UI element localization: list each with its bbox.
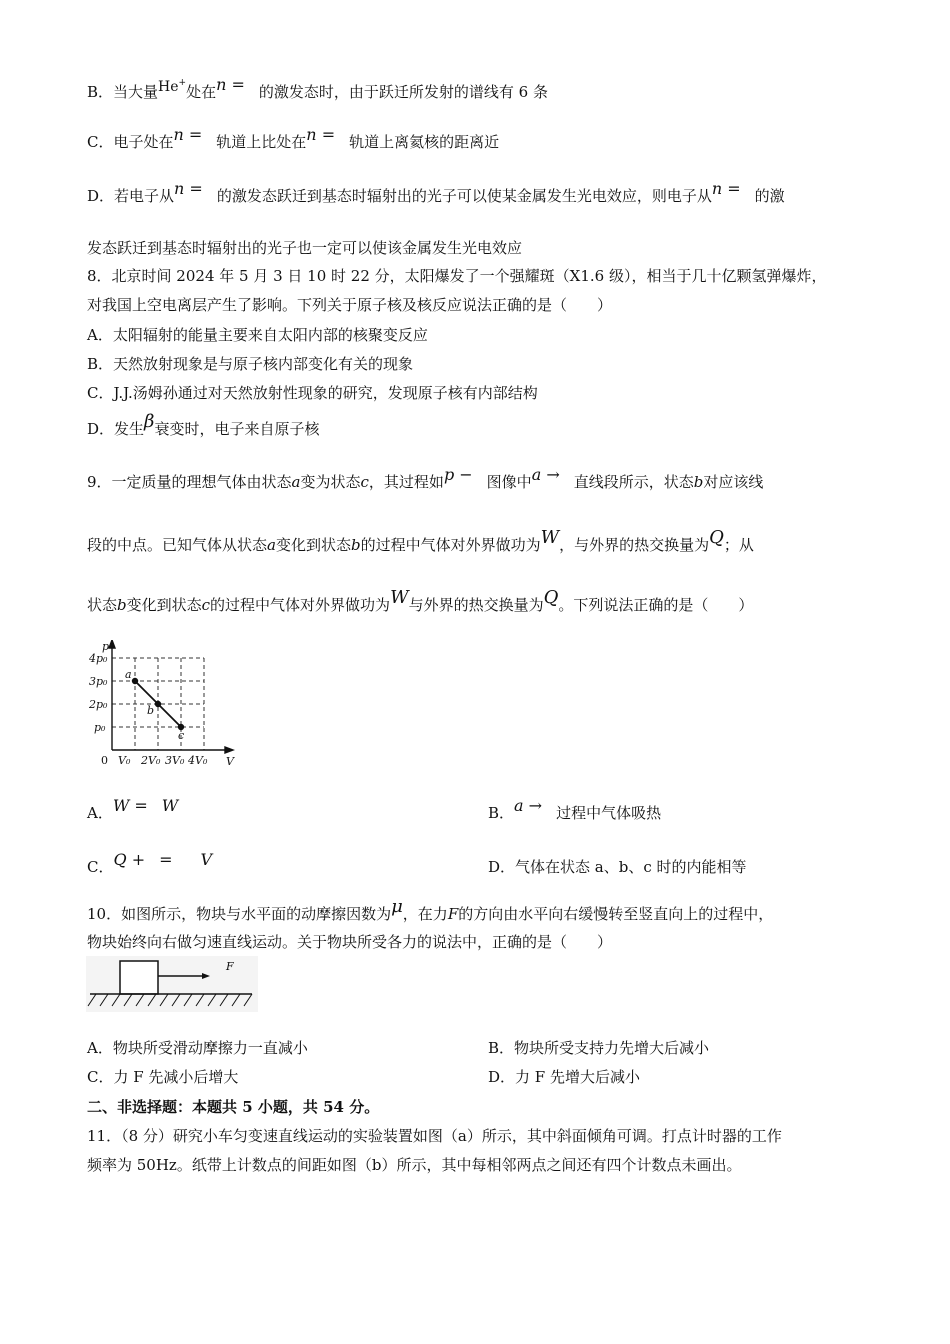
q10-option-d: D．力 F 先增大后减小 (488, 1068, 640, 1086)
he-charge: + (178, 78, 187, 88)
var-c: c (360, 473, 369, 491)
q8-stem-line1: 8．北京时间 2024 年 5 月 3 日 10 时 22 分，太阳爆发了一个强耀斑（X1.6 级），相当于几十亿颗氢弹爆炸， (87, 267, 827, 285)
math: W (161, 796, 179, 815)
q8-stem-line2: 对我国上空电离层产生了影响。下列关于原子核及核反应说法正确的是（ ） (87, 296, 613, 314)
text: 对应该线 (703, 473, 764, 491)
text: 过程中气体吸热 (556, 804, 662, 822)
q8-option-a: A．太阳辐射的能量主要来自太阳内部的核聚变反应 (87, 326, 428, 344)
text: 与外界的热交换量为 (408, 596, 544, 614)
var-b: b (693, 473, 704, 491)
q10-stem-line1 (87, 896, 774, 924)
q7-option-c (87, 125, 500, 152)
text: 处在 (186, 83, 217, 101)
math-beta: β (144, 411, 155, 432)
y-tick-4p0: 4p₀ (89, 652, 108, 665)
text: 。下列说法正确的是（ ） (558, 596, 754, 614)
text: 轨道上比处在 (216, 133, 307, 151)
text: 10．如图所示，物块与水平面的动摩擦因数为 (87, 905, 392, 923)
math: W = (112, 796, 148, 815)
var-b: b (350, 536, 361, 554)
point-a (133, 679, 138, 684)
text: 变为状态 (300, 473, 361, 491)
math-w: W (540, 527, 560, 548)
math-n: n = (306, 125, 336, 144)
math: Q + (113, 850, 146, 869)
math-w: W (390, 587, 409, 608)
text: ，与外界的热交换量为 (559, 536, 710, 554)
origin-label: 0 (101, 754, 108, 767)
x-tick-4v0: 4V₀ (188, 754, 208, 767)
q9-option-b (488, 796, 662, 823)
point-b (156, 702, 161, 707)
x-tick-2v0: 2V₀ (141, 754, 161, 767)
x-tick-v0: V₀ (118, 754, 131, 767)
math-q: Q (709, 527, 724, 548)
force-label: F (226, 960, 234, 973)
section-2-title: 二、非选择题：本题共 5 小题，共 54 分。 (87, 1098, 380, 1116)
q7-option-b (87, 75, 548, 105)
q7-option-d (87, 179, 785, 206)
q10-option-a: A．物块所受滑动摩擦力一直减小 (87, 1039, 308, 1057)
var-f: F (447, 905, 459, 923)
v-axis-arrow (225, 747, 233, 753)
he-symbol: He (158, 79, 179, 95)
text: 的过程中气体对外界做功为 (360, 536, 541, 554)
math-a-arrow: a → (531, 465, 560, 484)
math-n: n = (216, 75, 245, 94)
text: C．电子处在 (87, 133, 174, 151)
text: 轨道上离氦核的距离近 (349, 133, 500, 151)
text: 变化到状态 (126, 596, 202, 614)
q9-stem-line3 (87, 587, 754, 615)
text: 的方向由水平向右缓慢转至竖直向上的过程中， (458, 905, 774, 923)
q8-option-b: B．天然放射现象是与原子核内部变化有关的现象 (87, 355, 414, 373)
math: V (200, 850, 213, 869)
var-a: a (291, 473, 301, 491)
label-b: b (147, 704, 155, 717)
math-mu: μ (391, 896, 403, 917)
math-n: n = (173, 125, 203, 144)
text: 9．一定质量的理想气体由状态 (87, 473, 292, 491)
text: D．发生 (87, 420, 145, 438)
math-n: n = (174, 179, 203, 198)
math-n: n = (711, 179, 741, 198)
y-tick-3p0: 3p₀ (89, 675, 108, 688)
q10-option-c: C．力 F 先减小后增大 (87, 1068, 239, 1086)
q11-line1: 11．（8 分）研究小车匀变速直线运动的实验装置如图（a）所示，其中斜面倾角可调。打点计时器的工作 (87, 1127, 782, 1145)
q9-option-d: D．气体在状态 a、b、c 时的内能相等 (488, 858, 747, 876)
q9-option-a (87, 796, 179, 823)
text: C． (87, 858, 114, 876)
math-p-minus: p − (443, 465, 473, 484)
q7-option-d-line2: 发态跃迁到基态时辐射出的光子也一定可以使该金属发生光电效应 (87, 239, 523, 257)
text: 图像中 (486, 473, 532, 491)
text: 变化到状态 (275, 536, 351, 554)
q10-option-b: B．物块所受支持力先增大后减小 (488, 1039, 710, 1057)
q9-stem-line2 (87, 527, 754, 555)
block (120, 961, 158, 994)
var-b: b (117, 596, 127, 614)
text: B．当大量 (87, 83, 159, 101)
text: 段的中点。已知气体从状态 (87, 536, 268, 554)
label-c: c (178, 729, 185, 742)
p-v-graph (88, 640, 236, 770)
text: 直线段所示，状态 (573, 473, 694, 491)
var-a: a (267, 536, 276, 554)
q8-option-d (87, 411, 320, 439)
y-axis-label: p (102, 640, 110, 653)
label-a: a (125, 668, 132, 681)
var-c: c (201, 596, 211, 614)
text: ；从 (723, 536, 754, 554)
math: a → (514, 796, 543, 815)
text: B． (488, 804, 515, 822)
text: A． (87, 804, 113, 822)
text: 的激 (754, 187, 785, 205)
math: = (159, 850, 173, 869)
text: 衰变时，电子来自原子核 (154, 420, 320, 438)
text: 的过程中气体对外界做功为 (210, 596, 391, 614)
text: ，其过程如 (368, 473, 444, 491)
y-tick-2p0: 2p₀ (89, 698, 108, 711)
y-tick-p0: p₀ (94, 721, 106, 734)
math-q: Q (543, 587, 559, 608)
text: 状态 (87, 596, 118, 614)
q9-stem-line1 (87, 465, 764, 492)
q10-stem-line2: 物块始终向右做匀速直线运动。关于物块所受各力的说法中，正确的是（ ） (87, 933, 613, 951)
text: D．若电子从 (87, 187, 175, 205)
text: 的激发态跃迁到基态时辐射出的光子可以使某金属发生光电效应，则电子从 (216, 187, 712, 205)
text: 的激发态时，由于跃迁所发射的谱线有 6 条 (258, 83, 548, 101)
q8-option-c: C．J.J.汤姆孙通过对天然放射性现象的研究，发现原子核有内部结构 (87, 384, 538, 402)
text: ，在力 (402, 905, 448, 923)
p-axis-arrow (109, 640, 115, 648)
q11-line2: 频率为 50Hz。纸带上计数点的间距如图（b）所示，其中每相邻两点之间还有四个计数点未画出。 (87, 1156, 742, 1174)
q9-option-c (87, 850, 213, 877)
block-force-figure (86, 956, 258, 1012)
x-tick-3v0: 3V₀ (165, 754, 185, 767)
x-axis-label: V (226, 755, 234, 768)
